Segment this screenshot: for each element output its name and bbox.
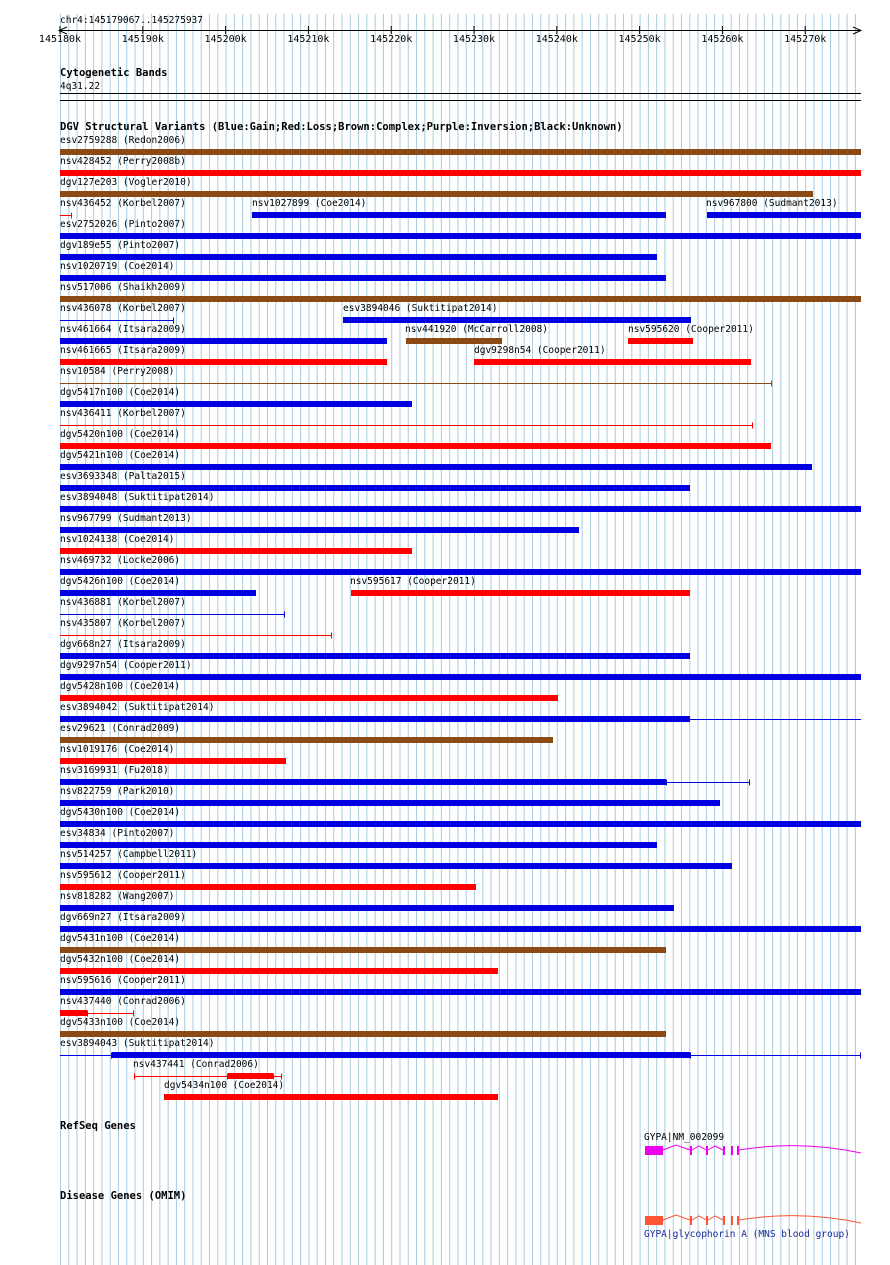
variant-label[interactable]: dgv5420n100 (Coe2014) (60, 429, 181, 440)
variant-bar (60, 842, 657, 848)
variant-label[interactable]: dgv5433n100 (Coe2014) (60, 1017, 181, 1028)
variant-label[interactable]: nsv436881 (Korbel2007) (60, 597, 186, 608)
variant-label[interactable]: nsv595616 (Cooper2011) (60, 975, 186, 986)
variant-label[interactable]: nsv967800 (Sudmant2013) (706, 198, 838, 209)
tick-label: 145200k (204, 34, 247, 45)
variant-bar (60, 191, 813, 197)
variant-bar (60, 275, 666, 281)
exon-omim (731, 1216, 733, 1225)
cytoband-line-bottom (60, 100, 861, 101)
variant-label[interactable]: dgv9297n54 (Cooper2011) (60, 660, 192, 671)
variant-bar (60, 716, 690, 722)
variant-label[interactable]: dgv669n27 (Itsara2009) (60, 912, 186, 923)
variant-label[interactable]: nsv1019176 (Coe2014) (60, 744, 175, 755)
intron-refseq (663, 1145, 861, 1153)
tick-label: 145230k (452, 34, 496, 45)
variant-label[interactable]: dgv5430n100 (Coe2014) (60, 807, 181, 818)
tick-label: 145220k (370, 34, 413, 45)
variant-bar (60, 296, 861, 302)
variant-bar (60, 254, 657, 260)
variant-label[interactable]: dgv5431n100 (Coe2014) (60, 933, 181, 944)
variant-bar (112, 1052, 690, 1058)
variant-label[interactable]: nsv428452 (Perry2008b) (60, 156, 186, 167)
variant-bar (60, 905, 674, 911)
variant-label[interactable]: dgv127e203 (Vogler2010) (60, 177, 192, 188)
exon-omim (723, 1216, 725, 1225)
variant-label[interactable]: nsv595620 (Cooper2011) (628, 324, 754, 335)
variant-bar (60, 443, 771, 449)
variant-label[interactable]: nsv441920 (McCarroll2008) (405, 324, 548, 335)
variant-bar (60, 506, 861, 512)
variant-bar (60, 590, 256, 596)
variant-bar (60, 947, 666, 953)
variant-label[interactable]: nsv595617 (Cooper2011) (350, 576, 476, 587)
variant-label[interactable]: nsv967799 (Sudmant2013) (60, 513, 192, 524)
variant-bar (60, 821, 861, 827)
cytogenetic-track-title: Cytogenetic Bands (60, 67, 168, 79)
variant-bar (60, 968, 498, 974)
variant-bar (60, 464, 812, 470)
variant-label[interactable]: esv2759288 (Redon2006) (60, 135, 186, 146)
variant-bar (228, 1073, 273, 1079)
variant-bar (60, 779, 666, 785)
region-label: chr4:145179067..145275937 (60, 15, 203, 26)
variant-bar (60, 401, 412, 407)
variant-label[interactable]: esv3894046 (Suktitipat2014) (343, 303, 498, 314)
tick-label: 145260k (701, 34, 744, 45)
variant-label[interactable]: nsv436078 (Korbel2007) (60, 303, 186, 314)
variant-bar (60, 569, 861, 575)
exon-refseq (723, 1146, 725, 1155)
variant-label[interactable]: nsv461665 (Itsara2009) (60, 345, 186, 356)
gene-label-refseq[interactable]: GYPA|NM_002099 (644, 1132, 725, 1143)
tick-label: 145180k (38, 34, 82, 45)
variant-label[interactable]: dgv5417n100 (Coe2014) (60, 387, 181, 398)
variant-bar (252, 212, 666, 218)
variant-label[interactable]: esv3693348 (Palta2015) (60, 471, 186, 482)
variant-label[interactable]: nsv437440 (Conrad2006) (60, 996, 186, 1007)
tick-label: 145210k (287, 34, 330, 45)
variant-bar (164, 1094, 498, 1100)
variant-bar (60, 800, 720, 806)
exon-omim (690, 1216, 692, 1225)
exon-refseq (706, 1146, 708, 1155)
variant-bar (60, 653, 690, 659)
variant-label[interactable]: nsv1020719 (Coe2014) (60, 261, 175, 272)
exon-omim (706, 1216, 708, 1225)
variant-label[interactable]: nsv3169931 (Fu2018) (60, 765, 169, 776)
variant-bar (628, 338, 693, 344)
variant-label[interactable]: esv3894042 (Suktitipat2014) (60, 702, 215, 713)
dgv-track-title: DGV Structural Variants (Blue:Gain;Red:Loss;Brown:Complex;Purple:Inversion;Black:Unknown) (60, 121, 623, 133)
variant-label[interactable]: nsv461664 (Itsara2009) (60, 324, 186, 335)
variant-label[interactable]: nsv822759 (Park2010) (60, 786, 175, 797)
tick-label: 145190k (121, 34, 164, 45)
variant-label[interactable]: dgv5426n100 (Coe2014) (60, 576, 181, 587)
exon-refseq (645, 1146, 663, 1155)
exon-refseq (690, 1146, 692, 1155)
tick-label: 145270k (784, 34, 827, 45)
variant-bar (60, 695, 558, 701)
variant-bar (60, 338, 387, 344)
variant-bar (60, 863, 732, 869)
exon-refseq (737, 1146, 739, 1155)
gene-label-omim[interactable]: GYPA|glycophorin A (MNS blood group) (644, 1229, 850, 1240)
refseq-track-title: RefSeq Genes (60, 1120, 136, 1132)
variant-label[interactable]: dgv5434n100 (Coe2014) (164, 1080, 285, 1091)
variant-bar (60, 149, 861, 155)
variant-label[interactable]: nsv818282 (Wang2007) (60, 891, 175, 902)
tick-label: 145240k (535, 34, 578, 45)
variant-bar (343, 317, 691, 323)
exon-omim (645, 1216, 663, 1225)
variant-label[interactable]: esv3894048 (Suktitipat2014) (60, 492, 215, 503)
variant-label[interactable]: esv29621 (Conrad2009) (60, 723, 181, 734)
omim-track-title: Disease Genes (OMIM) (60, 1190, 187, 1202)
variant-label[interactable]: dgv5432n100 (Coe2014) (60, 954, 181, 965)
variant-label[interactable]: dgv668n27 (Itsara2009) (60, 639, 186, 650)
variant-bar (60, 485, 690, 491)
variant-bar (351, 590, 690, 596)
cytoband-line-top (60, 93, 861, 94)
variant-label[interactable]: dgv9298n54 (Cooper2011) (474, 345, 606, 356)
variant-bar (60, 527, 579, 533)
variant-label[interactable]: esv34834 (Pinto2007) (60, 828, 175, 839)
variant-bar (60, 233, 861, 239)
variant-bar (60, 1010, 87, 1016)
variant-label[interactable]: nsv595612 (Cooper2011) (60, 870, 186, 881)
variant-bar (60, 737, 553, 743)
variant-label[interactable]: dgv5428n100 (Coe2014) (60, 681, 181, 692)
variant-bar (60, 548, 412, 554)
variant-bar (406, 338, 502, 344)
variant-label[interactable]: dgv5421n100 (Coe2014) (60, 450, 181, 461)
variant-label[interactable]: nsv517006 (Shaikh2009) (60, 282, 186, 293)
variant-label[interactable]: esv2752026 (Pinto2007) (60, 219, 186, 230)
variant-label[interactable]: nsv469732 (Locke2006) (60, 555, 181, 566)
exon-omim (737, 1216, 739, 1225)
variant-bar (707, 212, 861, 218)
variant-bar (60, 758, 286, 764)
variant-bar (60, 1031, 666, 1037)
variant-bar (60, 170, 861, 176)
variant-label[interactable]: nsv437441 (Conrad2006) (133, 1059, 259, 1070)
variant-label[interactable]: dgv189e55 (Pinto2007) (60, 240, 181, 251)
variant-bar (60, 674, 861, 680)
variant-label[interactable]: nsv436452 (Korbel2007) (60, 198, 186, 209)
variant-label[interactable]: nsv436411 (Korbel2007) (60, 408, 186, 419)
variant-bar (60, 359, 387, 365)
variant-bar (60, 926, 861, 932)
variant-label[interactable]: nsv1027899 (Coe2014) (252, 198, 367, 209)
cytogenetic-band-label[interactable]: 4q31.22 (60, 81, 101, 92)
tick-label: 145250k (618, 34, 661, 45)
variant-label[interactable]: nsv1024138 (Coe2014) (60, 534, 175, 545)
variant-label[interactable]: nsv435807 (Korbel2007) (60, 618, 186, 629)
intron-omim (663, 1215, 861, 1223)
exon-refseq (731, 1146, 733, 1155)
variant-label[interactable]: nsv514257 (Campbell2011) (60, 849, 198, 860)
variant-bar (60, 989, 861, 995)
variant-bar (474, 359, 751, 365)
variant-bar (60, 884, 476, 890)
variant-label[interactable]: esv3894043 (Suktitipat2014) (60, 1038, 215, 1049)
variant-label[interactable]: nsv10584 (Perry2008) (60, 366, 175, 377)
